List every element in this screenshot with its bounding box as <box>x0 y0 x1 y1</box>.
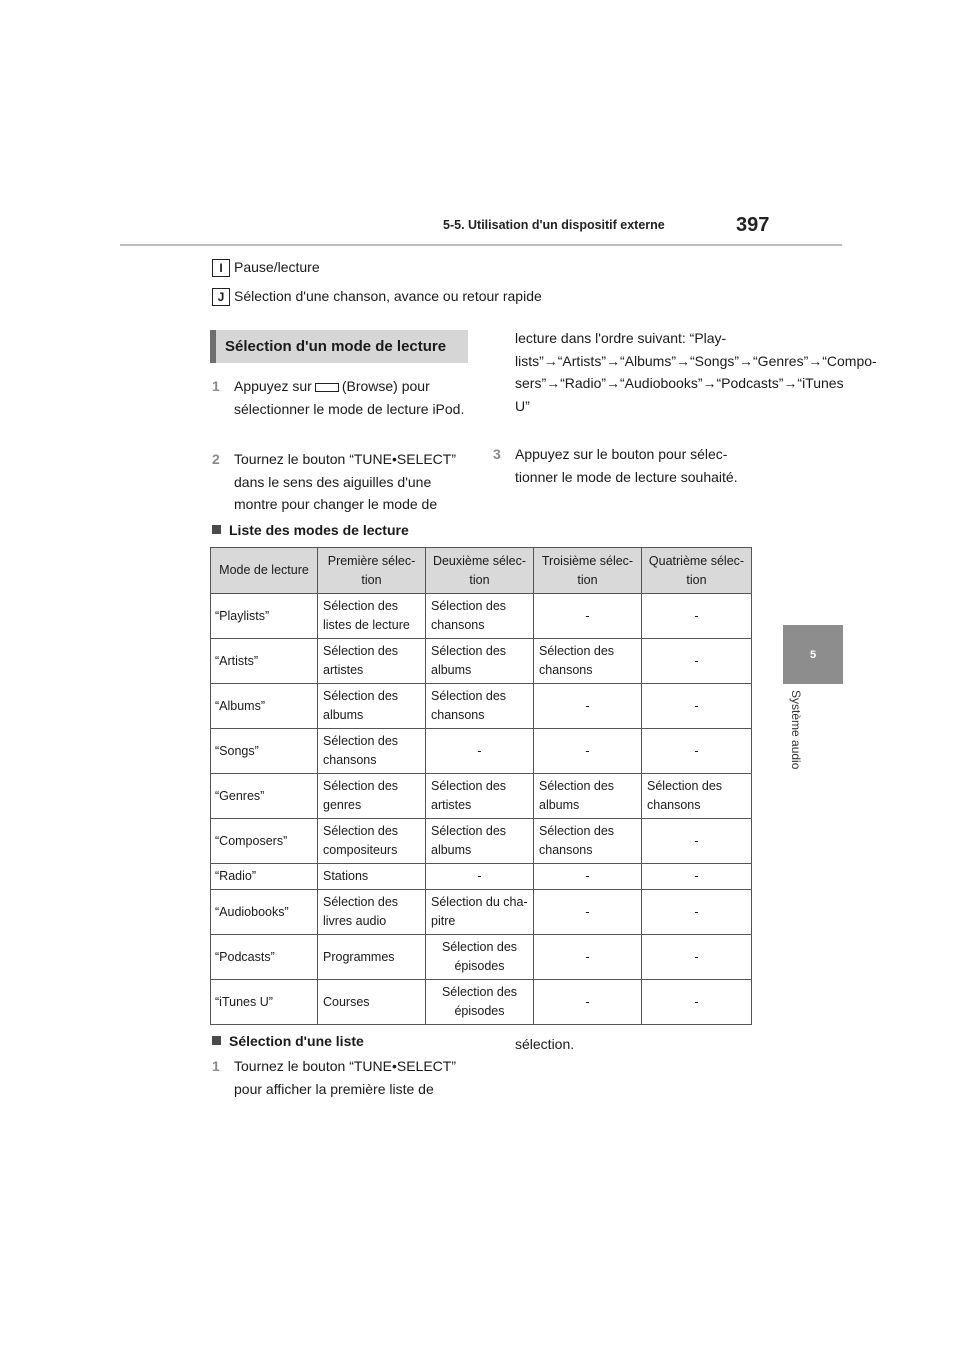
step-3-text: Appuyez sur le bouton pour sélec-tionner le mode de lecture souhaité. <box>515 446 738 485</box>
select-list-heading <box>212 1033 364 1049</box>
chapter-tab <box>783 625 843 684</box>
step-2 <box>212 448 474 516</box>
table-cell: Sélection des chansons <box>534 819 642 864</box>
legend-text-i: Pause/lecture <box>234 259 320 275</box>
step-number: 1 <box>212 378 220 394</box>
step-1 <box>212 375 474 420</box>
table-cell: Sélection des compositeurs <box>318 819 426 864</box>
table-cell: Sélection des épisodes <box>426 935 534 980</box>
playback-modes-table <box>210 547 752 1025</box>
legend-text-j: Sélection d'une chanson, avance ou retour rapide <box>234 288 542 304</box>
table-row <box>211 684 752 729</box>
table-cell: Sélection du cha-pitre <box>426 890 534 935</box>
table-cell: “Composers” <box>211 819 318 864</box>
table-cell: Programmes <box>318 935 426 980</box>
table-cell: - <box>642 729 752 774</box>
table-cell: - <box>534 935 642 980</box>
browse-button-icon <box>315 383 339 392</box>
table-cell: Sélection des chansons <box>426 684 534 729</box>
table-cell: - <box>426 729 534 774</box>
list-heading-text: Liste des modes de lecture <box>229 522 409 538</box>
table-header: Quatrième sélec-tion <box>642 548 752 594</box>
table-row <box>211 935 752 980</box>
table-cell: Sélection des listes de lecture <box>318 594 426 639</box>
table-cell: Sélection des albums <box>318 684 426 729</box>
table-cell: - <box>642 684 752 729</box>
table-cell: Sélection des albums <box>426 639 534 684</box>
step-3 <box>493 443 763 488</box>
chapter-number: 5 <box>809 648 817 661</box>
table-cell: Sélection des livres audio <box>318 890 426 935</box>
page-number: 397 <box>736 214 770 236</box>
table-header: Mode de lecture <box>211 548 318 594</box>
legend-item-i <box>212 259 320 277</box>
legend-letter-i: I <box>212 259 230 277</box>
table-cell: “Genres” <box>211 774 318 819</box>
table-cell: Stations <box>318 864 426 890</box>
table-cell: - <box>534 864 642 890</box>
table-cell: Sélection des albums <box>534 774 642 819</box>
table-cell: - <box>534 594 642 639</box>
table-cell: “Albums” <box>211 684 318 729</box>
table-cell: Sélection des albums <box>426 819 534 864</box>
table-cell: Sélection des chansons <box>642 774 752 819</box>
table-cell: - <box>642 935 752 980</box>
table-cell: Sélection des artistes <box>318 639 426 684</box>
table-cell: Sélection des chansons <box>534 639 642 684</box>
square-bullet-icon <box>212 1036 221 1045</box>
table-cell: - <box>534 980 642 1025</box>
legend-item-j <box>212 288 542 306</box>
table-cell: “iTunes U” <box>211 980 318 1025</box>
table-cell: “Podcasts” <box>211 935 318 980</box>
table-cell: - <box>534 684 642 729</box>
step-1-text-before: Appuyez sur <box>234 378 312 394</box>
table-row <box>211 774 752 819</box>
step-2-text: Tournez le bouton “TUNE•SELECT” dans le sens des aiguilles d'une montre pour changer le mode de <box>234 451 456 512</box>
table-header: Première sélec-tion <box>318 548 426 594</box>
table-cell: Sélection des genres <box>318 774 426 819</box>
table-cell: Courses <box>318 980 426 1025</box>
table-cell: “Audiobooks” <box>211 890 318 935</box>
table-cell: “Playlists” <box>211 594 318 639</box>
table-cell: Sélection des artistes <box>426 774 534 819</box>
table-cell: - <box>642 639 752 684</box>
table-cell: Sélection des chansons <box>426 594 534 639</box>
table-cell: - <box>642 864 752 890</box>
table-cell: - <box>426 864 534 890</box>
table-cell: - <box>642 980 752 1025</box>
chapter-label: Système audio <box>789 690 803 770</box>
table-row <box>211 864 752 890</box>
table-row <box>211 890 752 935</box>
table-row <box>211 980 752 1025</box>
section-title: Sélection d'un mode de lecture <box>210 330 468 363</box>
select-list-heading-text: Sélection d'une liste <box>229 1033 364 1049</box>
select-list-continuation: sélection. <box>515 1036 575 1052</box>
table-cell: “Artists” <box>211 639 318 684</box>
table-cell: - <box>642 594 752 639</box>
header-rule <box>120 244 842 246</box>
table-row <box>211 729 752 774</box>
step-number: 3 <box>493 446 501 462</box>
list-heading <box>212 522 409 538</box>
table-cell: - <box>534 729 642 774</box>
select-list-step-1-text: Tournez le bouton “TUNE•SELECT” pour afficher la première liste de <box>234 1058 456 1097</box>
square-bullet-icon <box>212 525 221 534</box>
table-cell: - <box>642 819 752 864</box>
table-cell: Sélection des épisodes <box>426 980 534 1025</box>
step-number: 2 <box>212 451 220 467</box>
table-cell: “Radio” <box>211 864 318 890</box>
table-row <box>211 594 752 639</box>
table-cell: “Songs” <box>211 729 318 774</box>
step-number: 1 <box>212 1058 220 1074</box>
step-2-continuation: lecture dans l'ordre suivant: “Play-lists”→“Artists”→“Albums”→“Songs”→“Genres”→“Compo-sers”→“Radio”→“Audiobooks”→“Podcasts”→“iTunes U” <box>515 330 877 414</box>
table-row <box>211 819 752 864</box>
select-list-step-1 <box>212 1055 474 1100</box>
legend-letter-j: J <box>212 288 230 306</box>
table-header: Troisième sélec-tion <box>534 548 642 594</box>
table-cell: Sélection des chansons <box>318 729 426 774</box>
table-cell: - <box>642 890 752 935</box>
table-header-row <box>211 548 752 594</box>
step-1-text-after: (Browse) pour sélectionner le mode de lecture iPod. <box>234 378 465 417</box>
header-title: 5-5. Utilisation d'un dispositif externe <box>443 218 665 232</box>
table-header: Deuxième sélec-tion <box>426 548 534 594</box>
table-cell: - <box>534 890 642 935</box>
table-row <box>211 639 752 684</box>
